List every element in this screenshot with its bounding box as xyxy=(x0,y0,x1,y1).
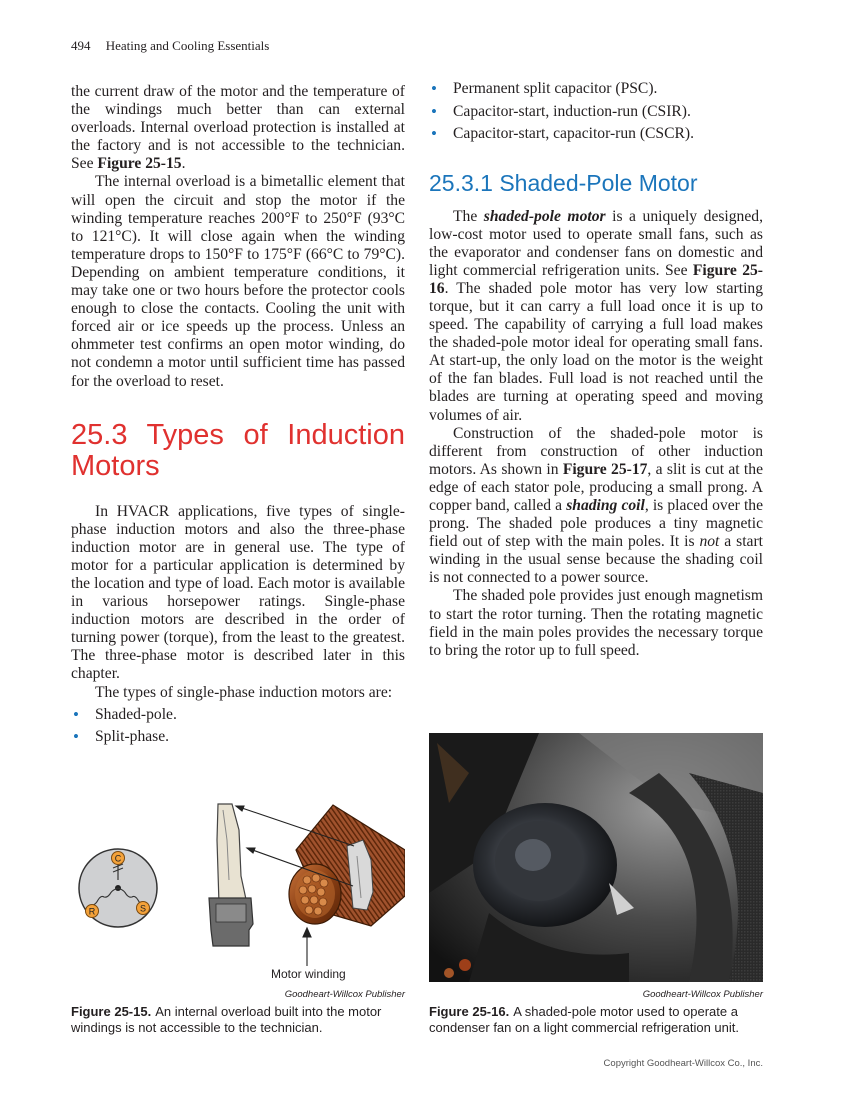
paragraph: The types of single-phase induction motors are: xyxy=(95,683,393,701)
emphasis: not xyxy=(699,533,720,551)
key-term: shading coil xyxy=(566,497,645,514)
list-item: • Permanent split capacitor (PSC). xyxy=(429,78,763,101)
section-heading: 25.3 Types of Induction Motors xyxy=(71,418,405,482)
terminal-s xyxy=(137,902,150,915)
bullet-list xyxy=(429,78,763,146)
terminal-c xyxy=(112,852,125,865)
page-header xyxy=(71,38,269,54)
figure-label: Figure 25-16. xyxy=(429,1004,510,1019)
paragraph: In HVACR applications, five types of single-phase induction motors and also the three-phase induction motor are in general use. The type of motor for a particular application is determined by the location and type of load. Each motor is available in various horsepower ratings. Single-phase induction motors are described in the order of turning power (torque), from the least to the greatest. The three-phase motor is described later in this chapter. xyxy=(71,502,405,683)
paragraph: The shaded pole provides just enough magnetism to start the rotor turning. Then the rotating magnetic field in the main poles provides the necessary torque to bring the rotor up to full speed. xyxy=(429,587,763,659)
figure-reference: Figure 25-17 xyxy=(562,460,648,478)
svg-text:C: C xyxy=(114,853,122,864)
book-title: Heating and Cooling Essentials xyxy=(105,38,270,53)
bullet-list xyxy=(71,704,405,749)
figure-25-15-diagram xyxy=(71,800,405,986)
paragraph: the current draw of the motor and the temperature of the windings much better than can external overloads. Internal overload protection is installed at the factory and is not accessible to the technician. See Figure 25-15. xyxy=(71,83,405,173)
paragraph: The shaded-pole motor is a uniquely designed, low-cost motor used to operate small fans, such as the evaporator and condenser fans on domestic and light commercial refrigeration units. See Figure 25-16. The shaded pole motor has very low starting torque, but it can carry a full load once it is up to speed. The capability of carrying a full load makes the shaded-pole motor ideal for operating small fans. At start-up, the only load on the motor is the weight of the fan blades. Full load is not reached until the blades are turning at operating speed and moving volumes of air. xyxy=(429,207,763,424)
figure-label: Figure 25-15. xyxy=(71,1004,152,1019)
figure-caption: Figure 25-16. A shaded-pole motor used to operate a condenser fan on a light commercial refrigeration unit. xyxy=(429,1004,739,1035)
key-term: shaded-pole motor xyxy=(483,207,606,225)
list-item: • Capacitor-start, capacitor-run (CSCR). xyxy=(429,123,763,146)
list-item: • Shaded-pole. xyxy=(71,704,405,727)
right-column xyxy=(429,80,763,660)
svg-text:S: S xyxy=(139,903,147,914)
terminal-r xyxy=(86,905,99,918)
figure-caption: Figure 25-15. An internal overload built into the motor windings is not accessible to the technician. xyxy=(71,1004,382,1035)
figure-reference: Figure 25-15 xyxy=(97,155,182,173)
subsection-heading: 25.3.1 Shaded-Pole Motor xyxy=(429,169,698,196)
condenser-fan-photo xyxy=(429,733,763,982)
paragraph: The internal overload is a bimetallic element that will open the circuit and stop the motor if the winding temperature reaches 200°F to 250°F (93°C to 121°C). It will close again when the winding temperature drops to 150°F to 175°F (66°C to 79°C). Depending on ambient temperature conditions, it may take one or two hours before the protector cools enough to close the contacts. Cooling the unit with forced air or ice speeds up the process. Unless an ohmmeter test confirms an open motor winding, do not condemn a motor until sufficient time has passed for the overload to reset. xyxy=(71,173,405,390)
copyright-footer: Copyright Goodheart-Willcox Co., Inc. xyxy=(603,1058,763,1069)
figure-credit: Goodheart-Willcox Publisher xyxy=(642,989,763,1000)
internal-overload-illustration xyxy=(71,800,405,986)
svg-text:R: R xyxy=(88,906,96,917)
list-item: • Capacitor-start, induction-run (CSIR). xyxy=(429,101,763,124)
paragraph: Construction of the shaded-pole motor is different from construction of other induction motors. As shown in Figure 25-17, a slit is cut at the edge of each stator pole, producing a small prong. A copper band, called a shading coil, is placed over the prong. The shaded pole produces a tiny magnetic field out of step with the main poles. It is not a start winding in the usual sense because the shading coil is not connected to a power source. xyxy=(429,424,763,587)
list-item: • Split-phase. xyxy=(71,726,405,749)
motor-winding-bundle xyxy=(289,805,405,926)
figure-reference: Figure 25-16 xyxy=(429,261,763,297)
figure-credit: Goodheart-Willcox Publisher xyxy=(284,989,405,1000)
overload-protector xyxy=(209,804,253,946)
left-column xyxy=(71,83,405,749)
page-number: 494 xyxy=(71,38,91,53)
figure-25-16-photo xyxy=(429,733,763,982)
motor-winding-label: Motor winding xyxy=(271,967,346,981)
